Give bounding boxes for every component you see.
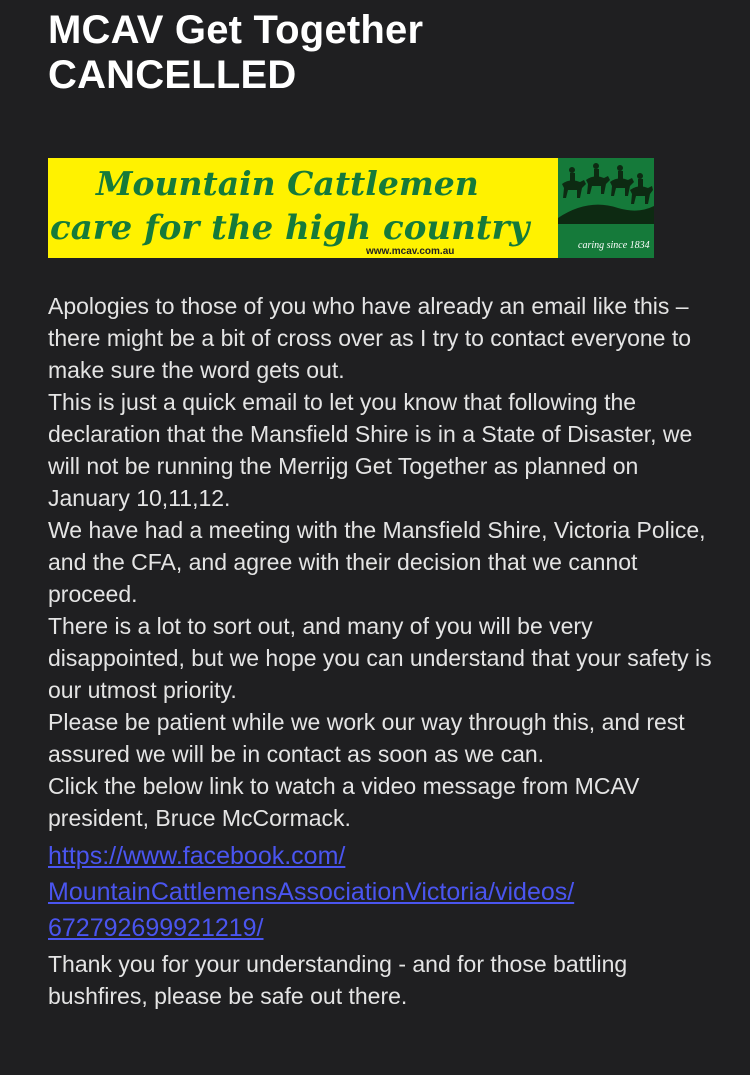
- title-line-2: CANCELLED: [48, 53, 297, 97]
- body-paragraph-announcement: This is just a quick email to let you know that following the declaration that the Mansfield Shire is in a State of Disaster, we will not be running the Merrijg Get Together as planned on January 10,11,12.: [48, 389, 693, 511]
- body-paragraph-thanks: Thank you for your understanding - and for those battling bushfires, please be safe out there.: [48, 951, 628, 1009]
- banner-headline: Mountain Cattlemen: [96, 164, 479, 203]
- mcav-banner-image: [48, 158, 654, 258]
- link-part-2: MountainCattlemensAssociationVictoria/videos/: [48, 878, 575, 906]
- horse-riders-emblem-icon: [558, 158, 654, 258]
- body-paragraph-video-intro: Click the below link to watch a video message from MCAV president, Bruce McCormack.: [48, 773, 640, 831]
- body-paragraph-patience: Please be patient while we work our way through this, and rest assured we will be in contact as soon as we can.: [48, 709, 685, 767]
- email-body: [48, 290, 720, 1012]
- email-content: [48, 0, 720, 1009]
- facebook-video-link[interactable]: [48, 838, 720, 946]
- link-part-1: https://www.facebook.com/: [48, 842, 346, 870]
- banner-slogan: care for the high country: [50, 208, 530, 248]
- body-paragraph-apologies: Apologies to those of you who have already an email like this – there might be a bit of cross over as I try to contact everyone to make sure the word gets out.: [48, 293, 692, 383]
- email-title: [48, 0, 720, 98]
- banner-url: www.mcav.com.au: [366, 246, 455, 257]
- banner-caption: caring since 1834: [578, 240, 650, 251]
- body-paragraph-safety: There is a lot to sort out, and many of you will be very disappointed, but we hope you can understand that your safety is our utmost priority.: [48, 613, 712, 703]
- link-part-3: 672792699921219/: [48, 914, 264, 942]
- title-line-1: MCAV Get Together: [48, 8, 424, 52]
- body-paragraph-meeting: We have had a meeting with the Mansfield Shire, Victoria Police, and the CFA, and agree with their decision that we cannot proceed.: [48, 517, 706, 607]
